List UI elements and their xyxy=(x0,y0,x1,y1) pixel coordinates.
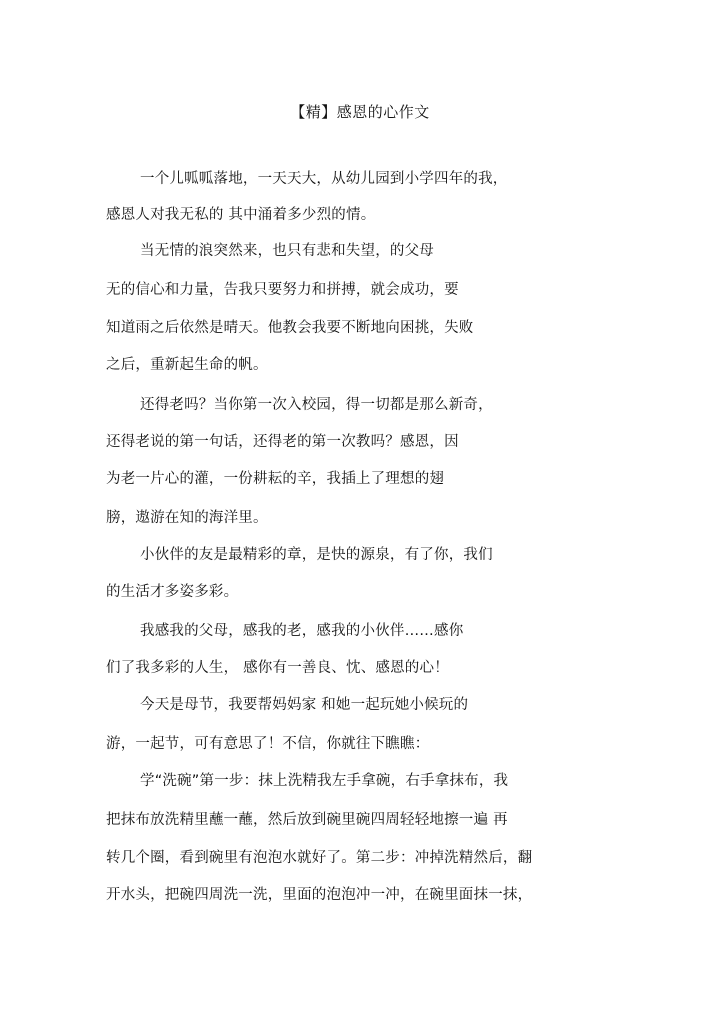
text-line: 还得老吗？当你第一次入校园，得一切都是那么新奇， xyxy=(140,397,493,413)
text-line: 的生活才多姿多彩。 xyxy=(106,584,239,600)
text-line: 游，一起节，可有意思了！不信，你就往下瞧瞧： xyxy=(106,736,430,752)
text-line: 把抹布放洗精里蘸一蘸，然后放到碗里碗四周轻轻地擦一遍 再 xyxy=(106,812,508,828)
text-line: 们了我多彩的人生， 感你有一善良、忱、感恩的心！ xyxy=(106,660,449,676)
text-line: 之后，重新起生命的帆。 xyxy=(106,357,268,373)
text-line: 膀，遨游在知的海洋里。 xyxy=(106,510,268,526)
text-line: 我感我的父母，感我的老，感我的小伙伴……感你 xyxy=(140,623,464,639)
document-title: 【精】感恩的心作文 xyxy=(290,103,430,121)
text-line: 学“洗碗”第一步：抹上洗精我左手拿碗，右手拿抹布，我 xyxy=(140,773,509,789)
text-line: 还得老说的第一句话，还得老的第一次教吗？感恩，因 xyxy=(106,434,459,450)
text-line: 转几个圈，看到碗里有泡泡水就好了。第二步：冲掉洗精然后，翻 xyxy=(106,850,533,866)
text-line: 感恩人对我无私的 其中涌着多少烈的情。 xyxy=(106,207,376,223)
text-line: 知道雨之后依然是晴天。他教会我要不断地向困挑，失败 xyxy=(106,320,474,336)
text-line: 小伙伴的友是最精彩的章，是快的源泉，有了你，我们 xyxy=(140,547,493,563)
text-line: 无的信心和力量，告我只要努力和拼搏，就会成功，要 xyxy=(106,282,459,298)
text-line: 今天是母节，我要帮妈妈家 和她一起玩她小候玩的 xyxy=(140,697,469,713)
text-line: 为老一片心的灌，一份耕耘的辛，我插上了理想的翅 xyxy=(106,471,445,487)
text-line: 当无情的浪突然来，也只有悲和失望，的父母 xyxy=(140,243,434,259)
text-line: 一个儿呱呱落地，一天天大，从幼儿园到小学四年的我， xyxy=(140,171,508,187)
text-line: 开水头，把碗四周洗一洗，里面的泡泡冲一冲，在碗里面抹一抹， xyxy=(106,887,533,903)
